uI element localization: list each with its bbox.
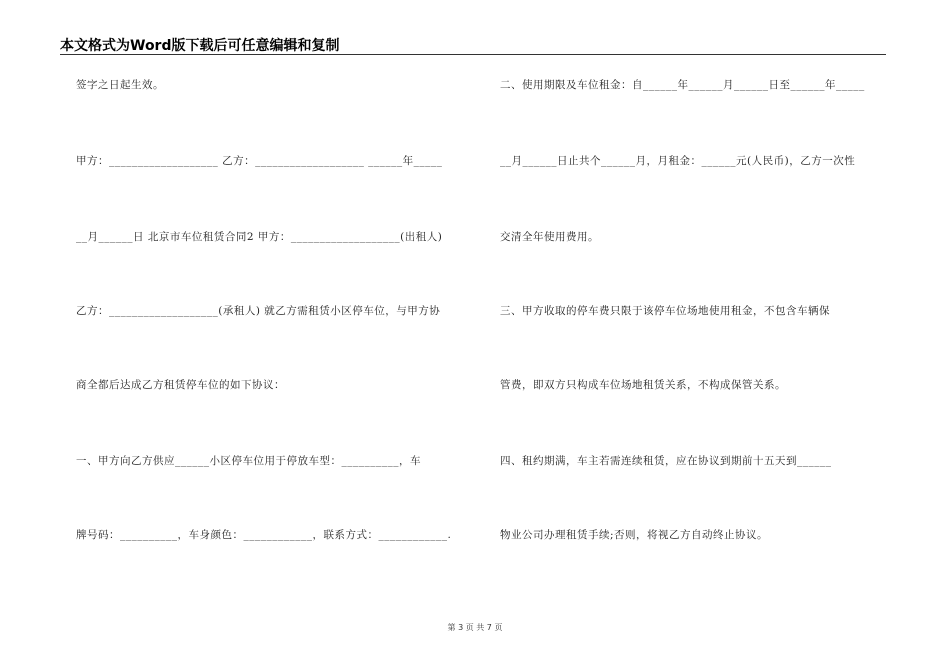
left-line-6: 一、甲方向乙方供应______小区停车位用于停放车型：__________，车 [76,455,421,467]
left-line-5: 商全都后达成乙方租赁停车位的如下协议： [76,379,285,391]
right-line-6: 四、租约期满，车主若需连续租赁，应在协议到期前十五天到______ [500,455,832,467]
left-line-2: 甲方：___________________ 乙方：___________________ ______年_____ [76,155,443,167]
right-text-column [500,0,886,620]
right-line-7: 物业公司办理租赁手续;否则，将视乙方自动终止协议。 [500,529,769,541]
right-line-2: __月______日止共个______月，月租金：______元(人民币)，乙方一次性 [500,155,856,167]
left-text-column [76,0,466,620]
left-line-3: __月______日 北京市车位租赁合同2 甲方：___________________(出租人) [76,231,443,243]
left-line-7: 牌号码：__________，车身颜色：____________，联系方式：____________. [76,529,452,541]
right-line-4: 三、甲方收取的停车费只限于该停车位场地使用租金，不包含车辆保 [500,305,830,317]
right-line-5: 管费，即双方只构成车位场地租赁关系，不构成保管关系。 [500,379,786,391]
left-line-4: 乙方：___________________(承租人) 就乙方需租赁小区停车位，与甲方协 [76,305,441,317]
right-line-3: 交清全年使用费用。 [500,231,599,243]
document-header-title: 本文格式为Word版下载后可任意编辑和复制 [60,38,340,54]
left-line-1: 签字之日起生效。 [76,79,164,91]
right-line-1: 二、使用期限及车位租金：自______年______月______日至______年_____ [500,79,865,91]
page-number-footer: 第 3 页 共 7 页 [447,623,503,632]
